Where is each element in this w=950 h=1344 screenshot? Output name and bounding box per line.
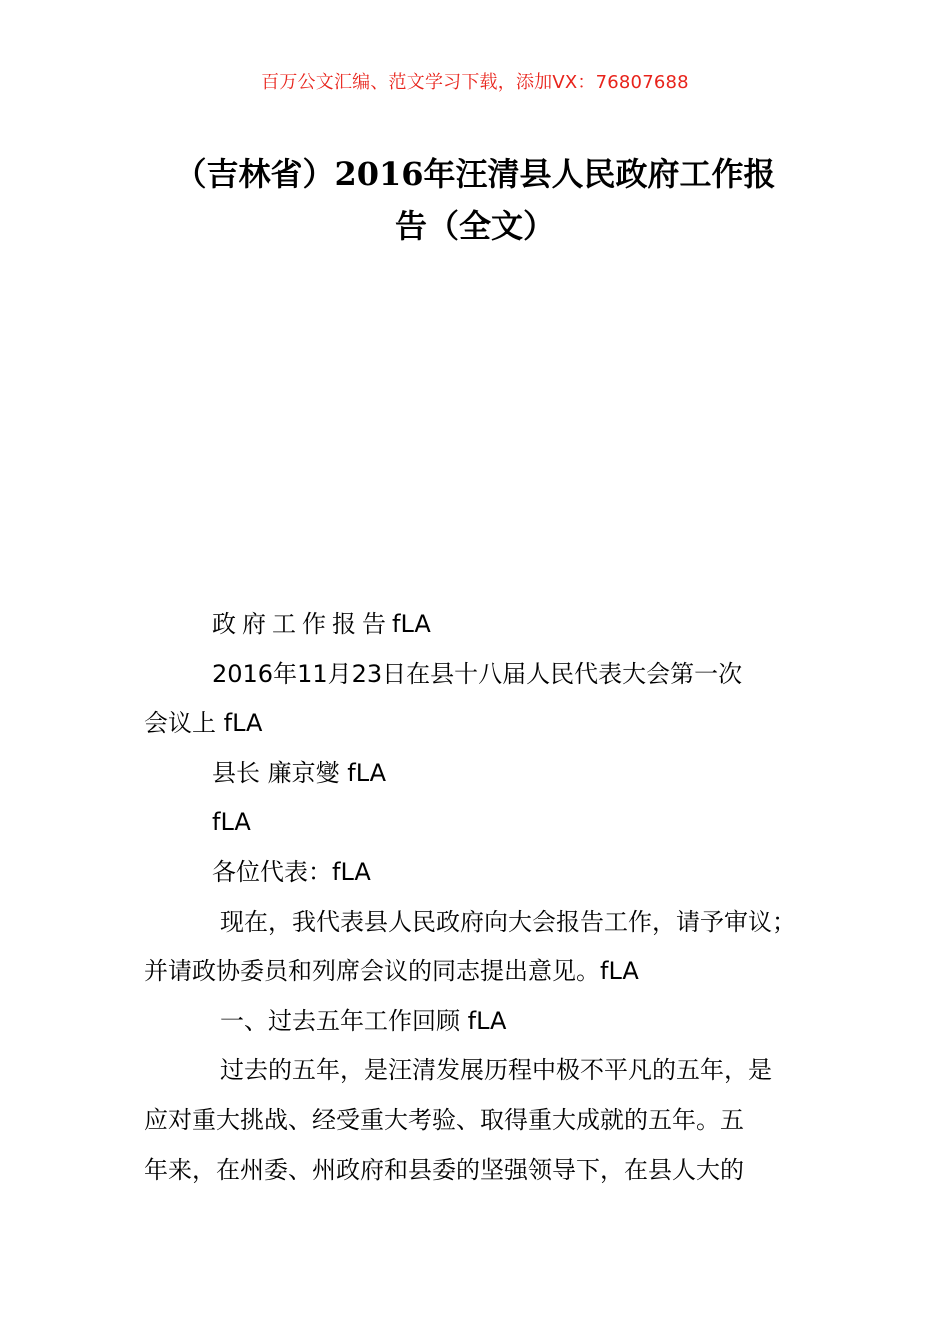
document-title (0, 148, 950, 252)
date-line-2: 会议上 fLA (144, 709, 263, 738)
report-heading: 政府工作报告 (212, 610, 392, 638)
header-watermark: 百万公文汇编、范文学习下载，添加VX：76807688 (261, 72, 689, 93)
document-body (144, 600, 834, 1195)
paragraph-1-line-1: 过去的五年，是汪清发展历程中极不平凡的五年，是 (220, 1056, 772, 1085)
paragraph-1-line-3: 年来，在州委、州政府和县委的坚强领导下，在县人大的 (144, 1155, 744, 1184)
intro-line-2: 并请政协委员和列席会议的同志提出意见。fLA (144, 957, 639, 986)
blank-line: fLA (212, 808, 251, 837)
intro-line-1: 现在，我代表县人民政府向大会报告工作，请予审议； (220, 907, 796, 936)
title-line-1: （吉林省）2016年汪清县人民政府工作报 (174, 155, 776, 193)
speaker-line: 县长 廉京燮 fLA (212, 758, 387, 787)
section-heading-1: 一、过去五年工作回顾 fLA (220, 1006, 507, 1035)
title-line-2: 告（全文） (394, 207, 555, 245)
report-heading-line (144, 600, 834, 650)
salutation: 各位代表：fLA (212, 857, 371, 886)
report-heading-marker: fLA (392, 610, 431, 638)
paragraph-1-line-2: 应对重大挑战、经受重大考验、取得重大成就的五年。五 (144, 1105, 744, 1134)
date-line-1: 2016年11月23日在县十八届人民代表大会第一次 (212, 659, 743, 688)
